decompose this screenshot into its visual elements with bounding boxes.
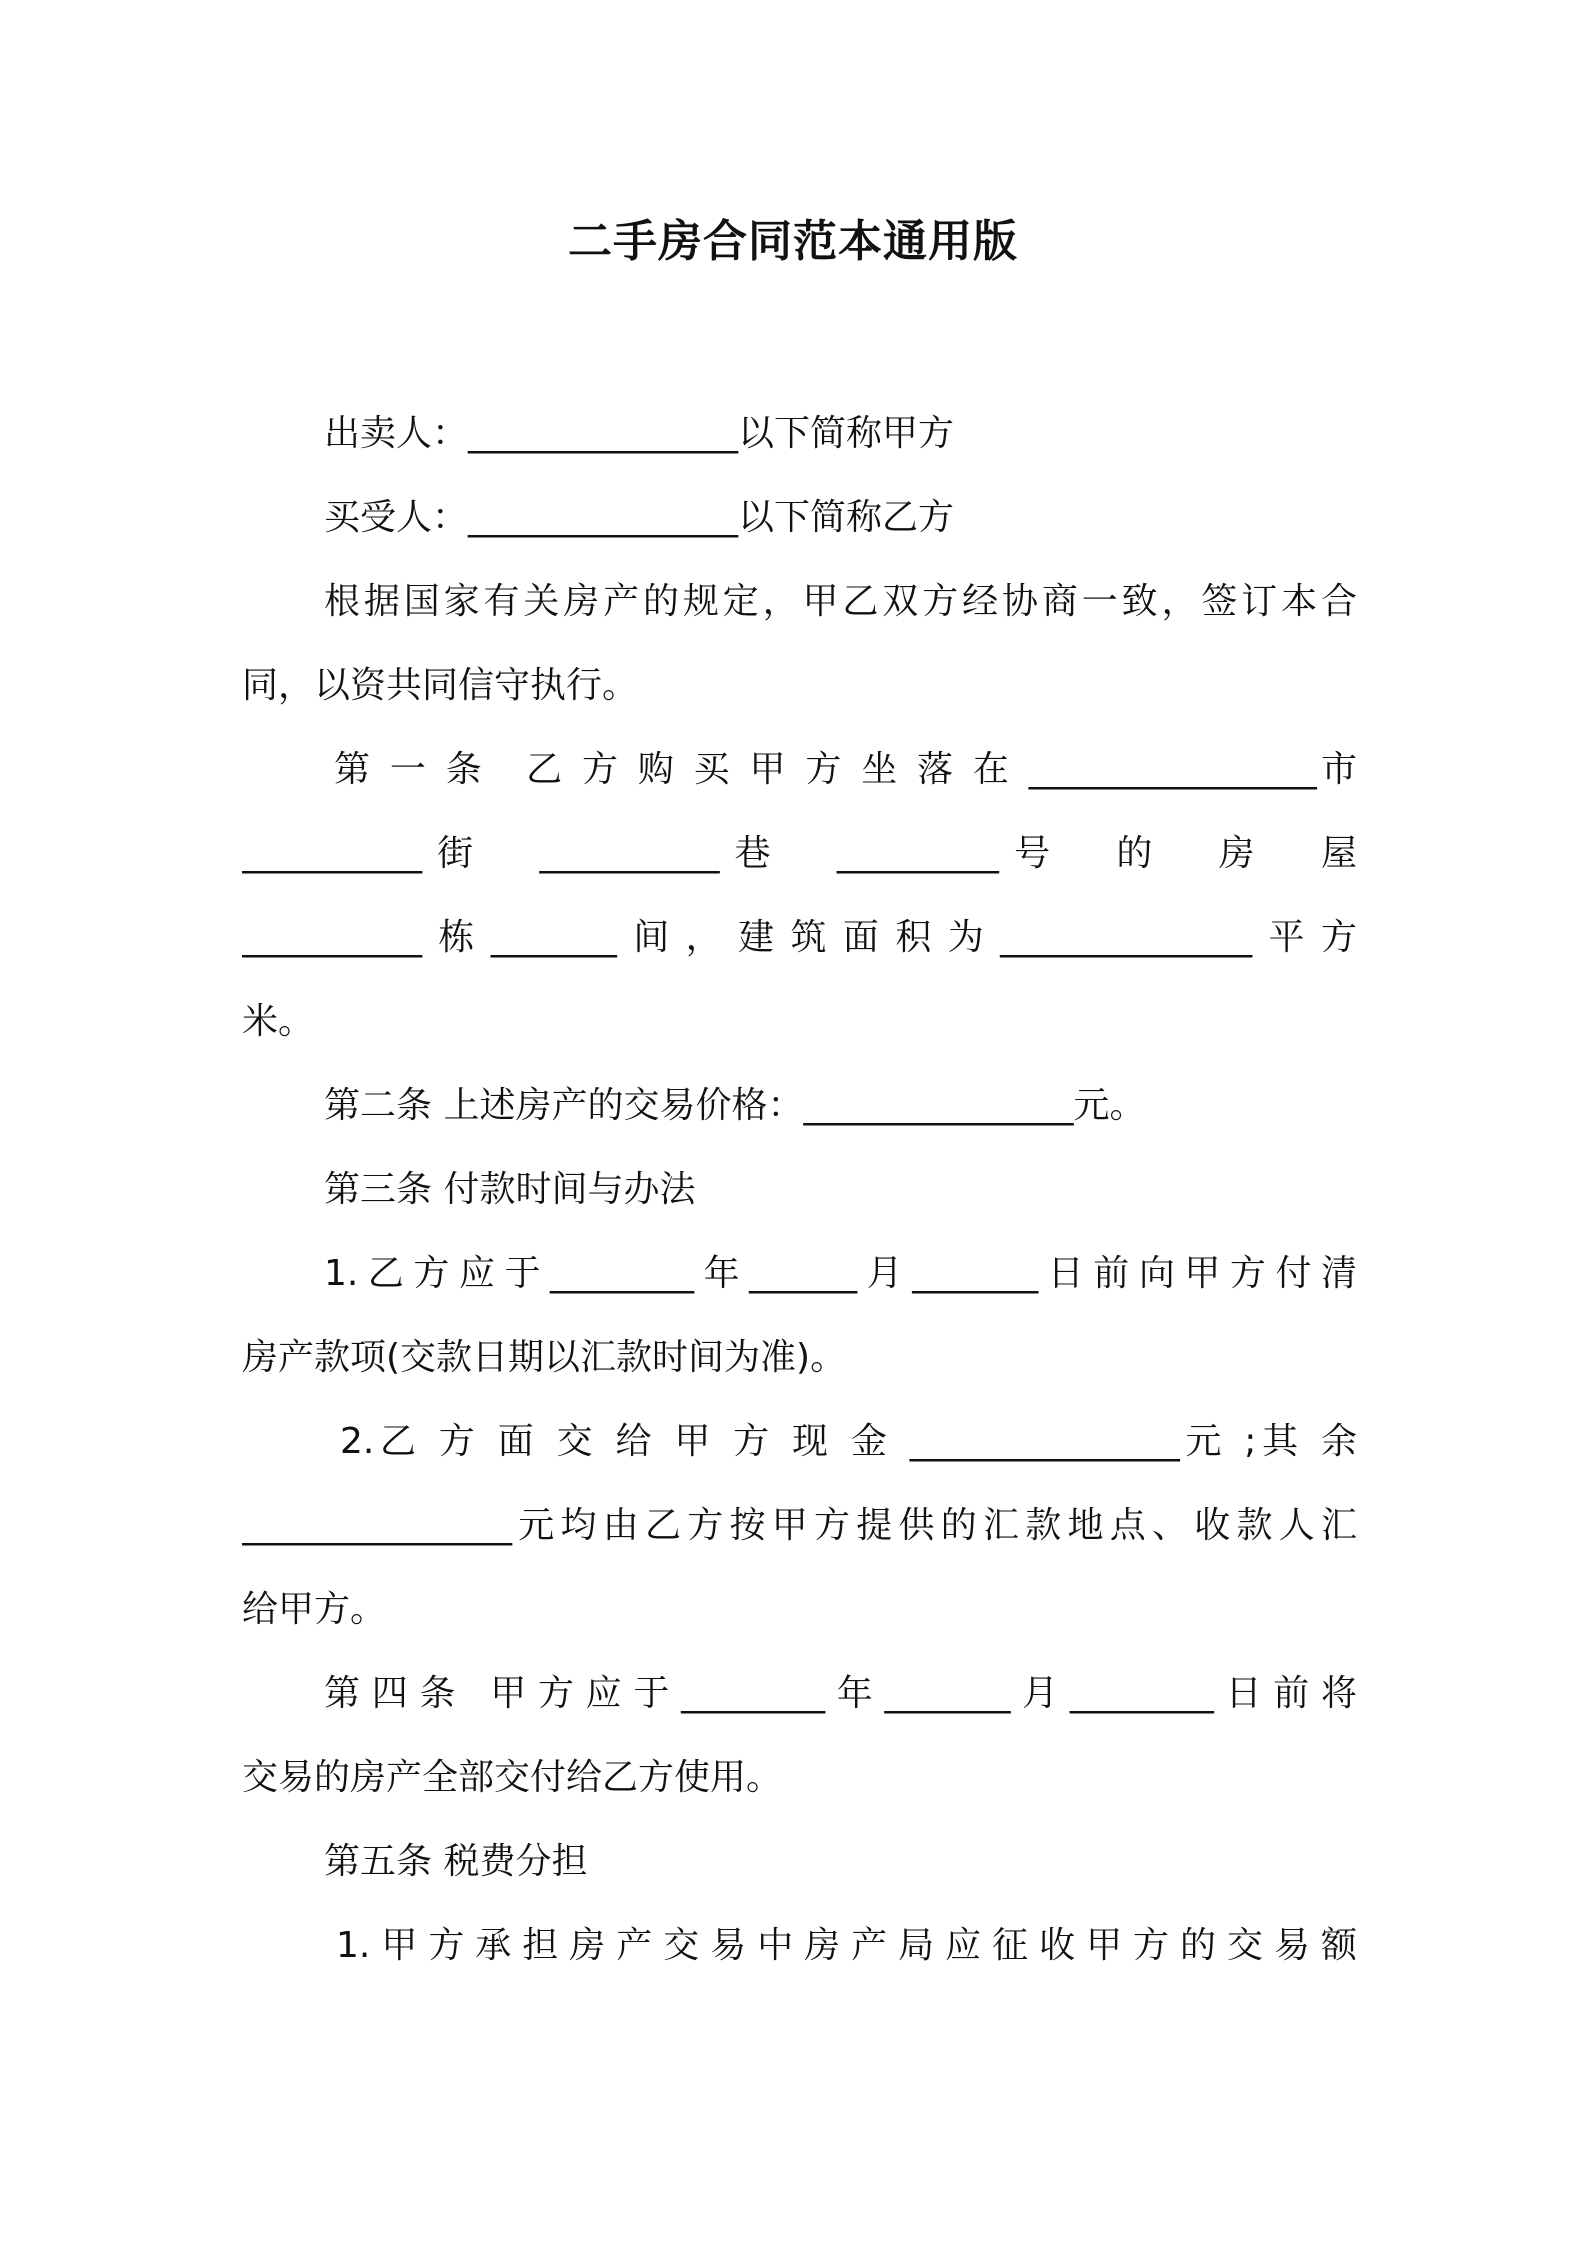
article-4-line-2: 交易的房产全部交付给乙方使用。 (242, 1757, 783, 1798)
article-1-line-3: __________栋_______间，建筑面积为______________平方 (242, 917, 1357, 958)
article-2-line: 第二条 上述房产的交易价格：_______________元。 (324, 1085, 1146, 1126)
article-3-item-2-line-1: 2.乙 方 面 交 给 甲 方 现 金 _______________元 ;其 余 (340, 1421, 1357, 1462)
article-1-line-1: 第 一 条 乙 方 购 买 甲 方 坐 落 在 ________________市 (334, 749, 1357, 790)
article-5-item-1-line-1: 1.甲方承担房产交易中房产局应征收甲方的交易额 (336, 1925, 1357, 1966)
buyer-line: 买受人：_______________以下简称乙方 (324, 497, 955, 538)
article-3-heading: 第三条 付款时间与办法 (324, 1169, 696, 1210)
preamble-line-2: 同，以资共同信守执行。 (242, 665, 639, 706)
article-3-item-1-line-2: 房产款项(交款日期以汇款时间为准)。 (242, 1337, 847, 1378)
seller-line: 出卖人：_______________以下简称甲方 (324, 413, 955, 454)
article-4-line-1: 第四条 甲方应于________年_______月________日前将 (324, 1673, 1357, 1714)
preamble-line-1: 根据国家有关房产的规定，甲乙双方经协商一致，签订本合 (324, 581, 1357, 622)
article-1-line-2: __________街 __________巷 _________号 的 房 屋 (242, 833, 1357, 874)
document-title: 二手房合同范本通用版 (568, 216, 1018, 267)
article-1-line-4: 米。 (242, 1001, 315, 1042)
article-3-item-2-line-2: _______________元均由乙方按甲方提供的汇款地点、收款人汇 (242, 1505, 1357, 1546)
article-3-item-1-line-1: 1.乙方应于________年______月_______日前向甲方付清 (324, 1253, 1357, 1294)
article-5-heading: 第五条 税费分担 (324, 1841, 588, 1882)
article-3-item-2-line-3: 给甲方。 (242, 1589, 387, 1630)
